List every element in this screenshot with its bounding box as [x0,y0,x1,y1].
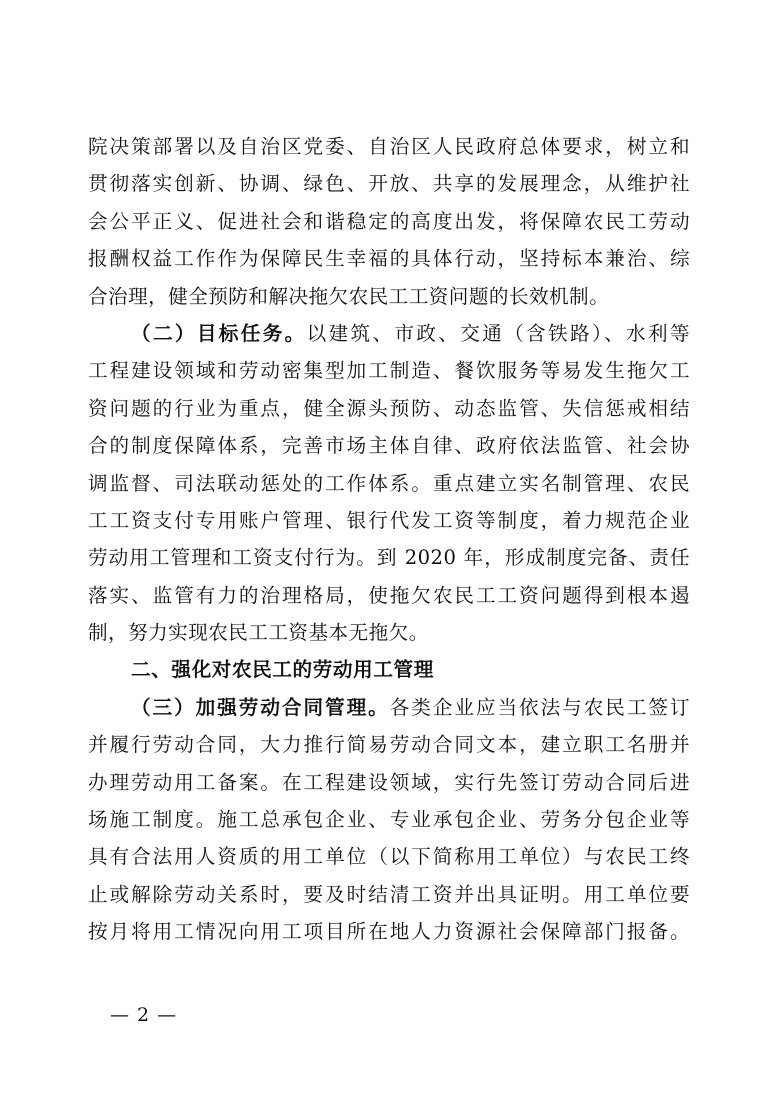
page-number: — 2 — [110,1004,178,1026]
text-line: 工工资支付专用账户管理、银行代发工资等制度，着力规范企业 [88,508,690,532]
text-line: 劳动用工管理和工资支付行为。到 2020 年，形成制度完备、责任 [88,546,690,570]
section-heading: 二、强化对农民工的劳动用工管理 [131,658,434,682]
text-line: 场施工制度。施工总承包企业、专业承包企业、劳务分包企业等 [88,808,690,832]
text-line: 工程建设领域和劳动密集型加工制造、餐饮服务等易发生拖欠工 [88,359,690,383]
paragraph-continued [88,128,690,315]
text-line: 调监督、司法联动惩处的工作体系。重点建立实名制管理、农民 [88,471,690,495]
section-lead: （三）加强劳动合同管理。 [131,695,390,719]
text-line: 落实、监管有力的治理格局，使拖欠农民工工资问题得到根本遏 [88,583,690,607]
text-fragment: 以建筑、市政、交通（含铁路）、水利等 [306,321,690,345]
section-lead: （二）目标任务。 [131,321,307,345]
text-line: 报酬权益工作作为保障民生幸福的具体行动，坚持标本兼治、综 [88,247,690,271]
paragraph-contract-management [88,689,690,951]
text-line [88,689,690,726]
document-body [88,128,690,951]
text-line: 贯彻落实创新、协调、绿色、开放、共享的发展理念，从维护社 [88,172,690,196]
text-line: 会公平正义、促进社会和谐稳定的高度出发，将保障农民工劳动 [88,209,690,233]
text-line: 制，努力实现农民工工资基本无拖欠。 [88,621,429,645]
text-line: 资问题的行业为重点，健全源头预防、动态监管、失信惩戒相结 [88,396,690,420]
text-line: 按月将用工情况向用工项目所在地人力资源社会保障部门报备。 [88,920,690,944]
text-line: 并履行劳动合同，大力推行简易劳动合同文本，建立职工名册并 [88,733,690,757]
text-line [88,315,690,352]
text-line: 办理劳动用工备案。在工程建设领域，实行先签订劳动合同后进 [88,770,690,794]
paragraph-goals [88,315,690,652]
text-line: 止或解除劳动关系时，要及时结清工资并出具证明。用工单位要 [88,882,690,906]
text-line: 院决策部署以及自治区党委、自治区人民政府总体要求，树立和 [88,135,690,158]
text-line: 具有合法用人资质的用工单位（以下简称用工单位）与农民工终 [88,845,690,869]
text-line: 合治理，健全预防和解决拖欠农民工工资问题的长效机制。 [88,284,610,308]
text-line: 合的制度保障体系，完善市场主体自律、政府依法监管、社会协 [88,434,690,458]
text-fragment: 各类企业应当依法与农民工签订 [389,695,690,719]
